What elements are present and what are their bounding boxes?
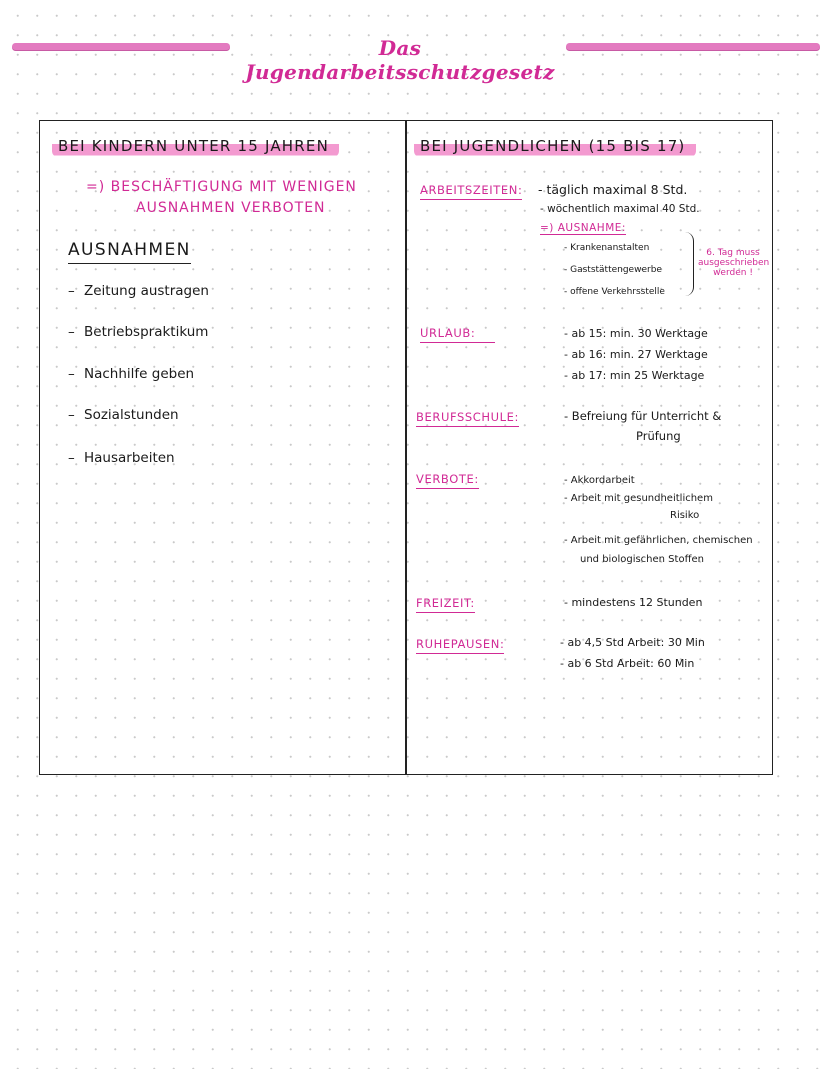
ruhepausen-line: - ab 4,5 Std Arbeit: 30 Min: [560, 636, 705, 649]
section-label-ruhepausen: RUHEPAUSEN:: [416, 637, 504, 654]
dash-mark: –: [68, 407, 75, 423]
ausnahme-note: 6. Tag muss ausgeschrieben werden !: [698, 248, 770, 278]
exception-text: Betriebspraktikum: [84, 324, 209, 340]
exception-item: [68, 324, 208, 340]
ausnahme-label: =) AUSNAHME:: [540, 222, 626, 234]
exceptions-heading: AUSNAHMEN: [68, 240, 191, 264]
ausnahme-item: - offene Verkehrsstelle: [564, 287, 665, 297]
section-label-berufsschule: BERUFSSCHULE:: [416, 410, 519, 427]
verbote-line: - Arbeit mit gefährlichen, chemischen: [564, 535, 753, 546]
berufsschule-line: - Befreiung für Unterricht &: [564, 409, 722, 423]
exception-text: Sozialstunden: [84, 407, 179, 423]
exception-item: [68, 407, 179, 423]
arbeitszeiten-line: - täglich maximal 8 Std.: [538, 182, 688, 197]
verbote-line: - Akkordarbeit: [564, 475, 635, 486]
urlaub-line: - ab 17: min 25 Werktage: [564, 369, 705, 382]
section-label-freizeit: FREIZEIT:: [416, 596, 475, 613]
column-divider: [405, 120, 407, 775]
verbote-line: - Arbeit mit gesundheitlichem: [564, 493, 713, 504]
freizeit-line: - mindestens 12 Stunden: [564, 596, 703, 609]
left-statement-line2: AUSNAHMEN VERBOTEN: [136, 200, 326, 216]
left-heading: BEI KINDERN UNTER 15 JAHREN: [52, 136, 339, 157]
right-heading: BEI JUGENDLICHEN (15 BIS 17): [414, 136, 696, 157]
section-label-urlaub: URLAUB:: [420, 326, 495, 343]
section-label-arbeitszeiten: ARBEITSZEITEN:: [420, 183, 522, 200]
verbote-line: und biologischen Stoffen: [580, 554, 704, 565]
ausnahme-item: - Krankenanstalten: [564, 243, 650, 253]
ruhepausen-line: - ab 6 Std Arbeit: 60 Min: [560, 657, 695, 670]
curly-brace: [685, 232, 694, 296]
dash-mark: –: [68, 366, 75, 382]
urlaub-line: - ab 15: min. 30 Werktage: [564, 327, 708, 340]
dash-mark: –: [68, 450, 75, 466]
exception-item: [68, 283, 209, 299]
left-statement-line1: =) BESCHÄFTIGUNG MIT WENIGEN: [86, 179, 357, 195]
verbote-line: Risiko: [670, 510, 700, 521]
section-label-verbote: VERBOTE:: [416, 472, 479, 489]
urlaub-line: - ab 16: min. 27 Werktage: [564, 348, 708, 361]
arbeitszeiten-line: - wöchentlich maximal 40 Std.: [540, 203, 700, 215]
dash-mark: –: [68, 324, 75, 340]
exception-item: [68, 450, 175, 466]
exception-text: Hausarbeiten: [84, 450, 175, 466]
berufsschule-line: Prüfung: [636, 429, 681, 443]
title-left-highlight: [12, 43, 230, 50]
exception-item: [68, 366, 194, 382]
ausnahme-item: - Gaststättengewerbe: [564, 265, 662, 275]
page-title: Das Jugendarbeitsschutzgesetz: [245, 36, 555, 84]
title-right-highlight: [566, 43, 820, 50]
exception-text: Zeitung austragen: [84, 283, 209, 299]
dash-mark: –: [68, 283, 75, 299]
exception-text: Nachhilfe geben: [84, 366, 195, 382]
